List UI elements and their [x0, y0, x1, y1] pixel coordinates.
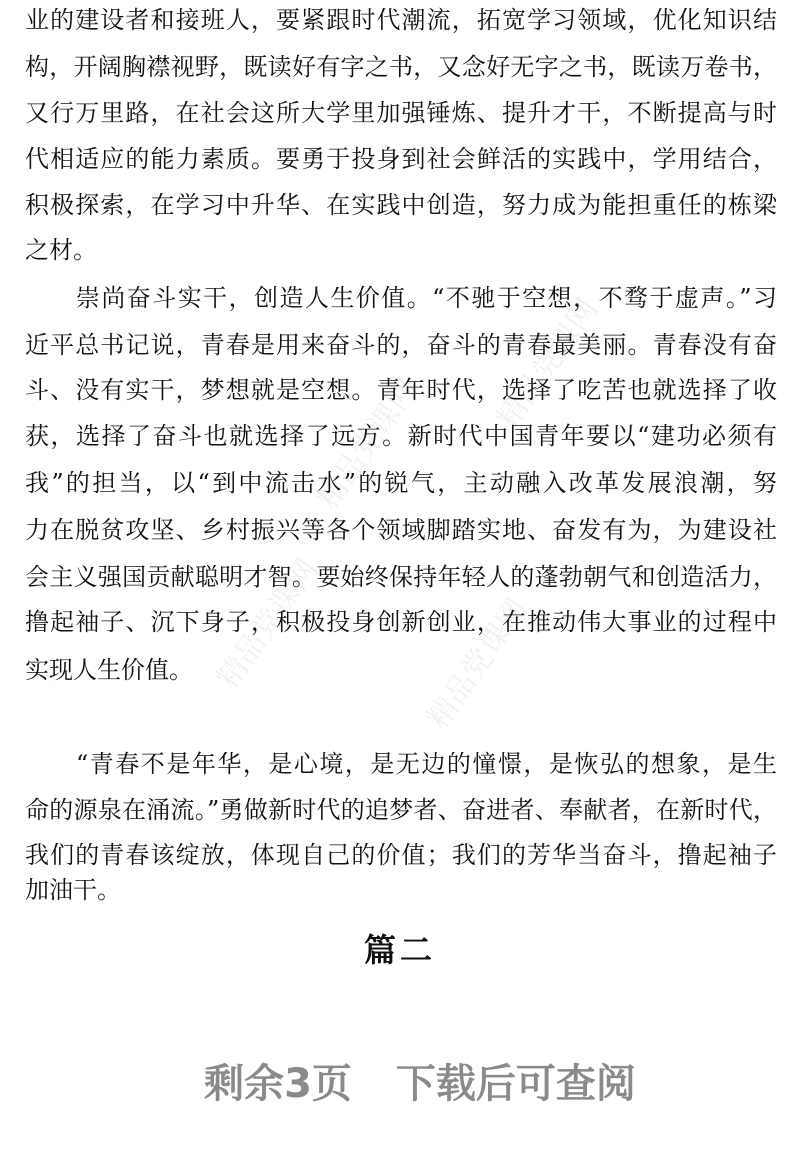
text-line: “青春不是年华，是心境，是无边的憧憬，是恢弘的想象，是生	[25, 750, 777, 778]
section-heading: 篇二	[363, 931, 436, 969]
text-line: 实现人生价值。	[25, 656, 193, 684]
text-line: 撸起袖子、沉下身子，积极投身创新创业，在推动伟大事业的过程中	[25, 608, 777, 636]
text-line: 斗、没有实干，梦想就是空想。青年时代，选择了吃苦也就选择了收	[25, 376, 777, 404]
text-line: 积极探索，在学习中升华、在实践中创造，努力成为能担重任的栋梁	[25, 191, 777, 219]
watermark-text: 精品党课网	[210, 552, 326, 696]
watermark-text: 精品党课网	[420, 592, 536, 736]
text-line: 之材。	[25, 236, 97, 264]
watermark-text: 精品党课网	[310, 372, 426, 516]
remaining-pages-notice[interactable]	[0, 1052, 800, 1109]
text-line: 力在脱贫攻坚、乡村振兴等各个领域脚踏实地、奋发有为，为建设社	[25, 516, 777, 544]
remaining-pages-text: 剩余3页	[204, 1061, 352, 1107]
text-line: 我”的担当，以“到中流击水”的锐气，主动融入改革发展浪潮，努	[25, 469, 777, 497]
text-line: 业的建设者和接班人，要紧跟时代潮流，拓宽学习领域，优化知识结	[25, 6, 777, 34]
text-line: 代相适应的能力素质。要勇于投身到社会鲜活的实践中，学用结合，	[25, 145, 777, 173]
text-line: 会主义强国贡献聪明才智。要始终保持年轻人的蓬勃朝气和创造活力，	[25, 563, 777, 591]
text-line: 获，选择了奋斗也就选择了远方。新时代中国青年要以“建功必须有	[25, 422, 777, 450]
text-line: 构，开阔胸襟视野，既读好有字之书，又念好无字之书，既读万卷书，	[25, 53, 777, 81]
text-line: 命的源泉在涌流。”勇做新时代的追梦者、奋进者、奉献者，在新时代，	[25, 796, 777, 824]
text-line: 崇尚奋斗实干，创造人生价值。“不驰于空想，不骛于虚声。”习	[25, 284, 777, 312]
text-line: 加油干。	[25, 876, 121, 904]
download-to-view-text: 下载后可查阅	[395, 1061, 636, 1107]
text-line: 又行万里路，在社会这所大学里加强锤炼、提升才干，不断提高与时	[25, 99, 777, 127]
watermark-text: 精品党课网	[490, 292, 606, 436]
text-line: 近平总书记说，青春是用来奋斗的，奋斗的青春最美丽。青春没有奋	[25, 331, 777, 359]
text-line: 我们的青春该绽放，体现自己的价值；我们的芳华当奋斗，撸起袖子	[25, 841, 777, 869]
